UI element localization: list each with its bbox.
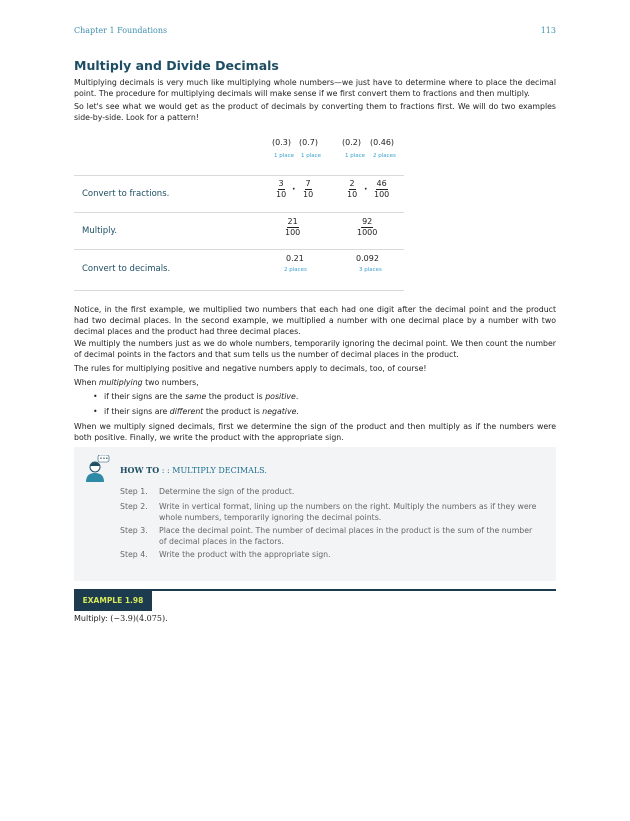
numerator: 2	[349, 179, 355, 188]
worked-table	[74, 133, 404, 291]
how-to-heading: MULTIPLY DECIMALS.	[172, 466, 267, 475]
numerator: 92	[362, 217, 373, 226]
paragraph-notice: Notice, in the first example, we multiplied two numbers that each had one digit after the decimal point and the product had two decimal places. In the second example, we multiplied a number with one decimal place by a number with two decimal places and the product had three decimal places.	[74, 305, 556, 336]
list-item	[104, 407, 299, 416]
places-a1: 1 place	[274, 153, 295, 159]
step-text: Determine the sign of the product.	[159, 487, 295, 496]
how-to-box	[74, 447, 556, 581]
text: .	[295, 392, 299, 401]
header-factor-b1: (0.2)	[342, 138, 361, 147]
text: the product is	[203, 407, 263, 416]
result-a-places: 2 places	[284, 267, 307, 273]
text: two numbers,	[142, 378, 199, 387]
paragraph-when	[74, 377, 556, 388]
numerator: 21	[287, 217, 298, 226]
row-divider	[74, 290, 404, 291]
numerator: 7	[305, 179, 311, 188]
fraction-product-b	[357, 217, 377, 238]
fraction-b2	[374, 179, 389, 200]
row-label-multiply: Multiply.	[82, 226, 118, 236]
denominator: 10	[276, 190, 287, 199]
denominator: 10	[347, 190, 358, 199]
fraction-product-a	[285, 217, 300, 238]
denominator: 100	[374, 190, 390, 199]
example-badge: EXAMPLE 1.98	[74, 591, 152, 611]
step-number: Step 2.	[120, 502, 148, 511]
how-to-title	[120, 465, 267, 475]
fraction-a1	[276, 179, 286, 200]
text: if their signs are the	[104, 392, 186, 401]
result-b-places: 3 places	[359, 267, 382, 273]
chapter-label: Chapter 1 Foundations	[74, 26, 168, 35]
section-title: Multiply and Divide Decimals	[74, 58, 279, 73]
header-factor-b2: (0.46)	[370, 138, 395, 147]
paragraph-intro: Multiplying decimals is very much like multiplying whole numbers—we just have to determine where to place the decimal point. The procedure for multiplying decimals will make sense if we first convert them to fractions and then multiply.	[74, 78, 556, 98]
emphasis: positive	[265, 392, 296, 401]
math-expression: (−3.9)(4.075).	[110, 614, 168, 623]
how-to-label: HOW TO	[120, 465, 160, 475]
step-number: Step 1.	[120, 487, 148, 496]
denominator: 1000	[357, 228, 378, 237]
example-prompt	[74, 614, 168, 623]
fraction-b1	[347, 179, 357, 200]
numerator: 3	[278, 179, 284, 188]
paragraph-pattern: So let's see what we would get as the product of decimals by converting them to fractions first. We will do two examples side-by-side. Look for a pattern!	[74, 102, 556, 122]
step-number: Step 4.	[120, 550, 148, 559]
fraction-a2	[303, 179, 313, 200]
places-b1: 1 place	[345, 153, 366, 159]
emphasis: same	[185, 392, 207, 401]
row-label-convert-fractions: Convert to fractions.	[82, 189, 170, 199]
emphasis: negative	[262, 407, 297, 416]
header-factor-a1: (0.3)	[272, 138, 291, 147]
text: the product is	[206, 392, 266, 401]
step-text: Write the product with the appropriate sign.	[159, 550, 331, 559]
places-b2: 2 places	[373, 153, 396, 159]
paragraph-rules: The rules for multiplying positive and negative numbers apply to decimals, too, of course!	[74, 364, 427, 373]
row-divider	[74, 175, 404, 176]
separator: : :	[159, 466, 173, 475]
emphasis: multiplying	[98, 378, 143, 387]
svg-text:•••: •••	[99, 456, 109, 462]
row-label-convert-decimals: Convert to decimals.	[82, 264, 171, 274]
numerator: 46	[376, 179, 387, 188]
step-number: Step 3.	[120, 526, 148, 535]
multiply-dot: ·	[364, 185, 368, 195]
multiply-dot: ·	[292, 185, 296, 195]
page-number: 113	[540, 26, 556, 35]
header-factor-a2: (0.7)	[299, 138, 318, 147]
step-text: Place the decimal point. The number of decimal places in the product is the sum of the number of decimal places in the factors.	[159, 526, 533, 546]
denominator: 10	[303, 190, 314, 199]
page-header	[74, 26, 556, 35]
prompt-label: Multiply:	[74, 614, 108, 623]
result-a: 0.21	[286, 254, 304, 263]
person-icon	[84, 455, 110, 483]
emphasis: different	[169, 407, 204, 416]
text: When	[74, 378, 99, 387]
paragraph-signed: When we multiply signed decimals, first we determine the sign of the product and then multiply as if the numbers were both positive. Finally, we write the product with the appropriate sign.	[74, 422, 556, 442]
text: if their signs are	[104, 407, 170, 416]
row-divider	[74, 212, 404, 213]
step-text: Write in vertical format, lining up the numbers on the right. Multiply the numbers as if they were whole numbers, temporarily ignoring the decimal points.	[159, 502, 537, 522]
text: .	[296, 407, 299, 416]
row-divider	[74, 249, 404, 250]
denominator: 100	[285, 228, 301, 237]
result-b: 0.092	[356, 254, 379, 263]
list-item	[104, 392, 298, 401]
places-a2: 1 place	[301, 153, 322, 159]
paragraph-method: We multiply the numbers just as we do whole numbers, temporarily ignoring the decimal point. We then count the number of decimal points in the factors and that sum tells us the number of decimal places in the product.	[74, 339, 556, 359]
